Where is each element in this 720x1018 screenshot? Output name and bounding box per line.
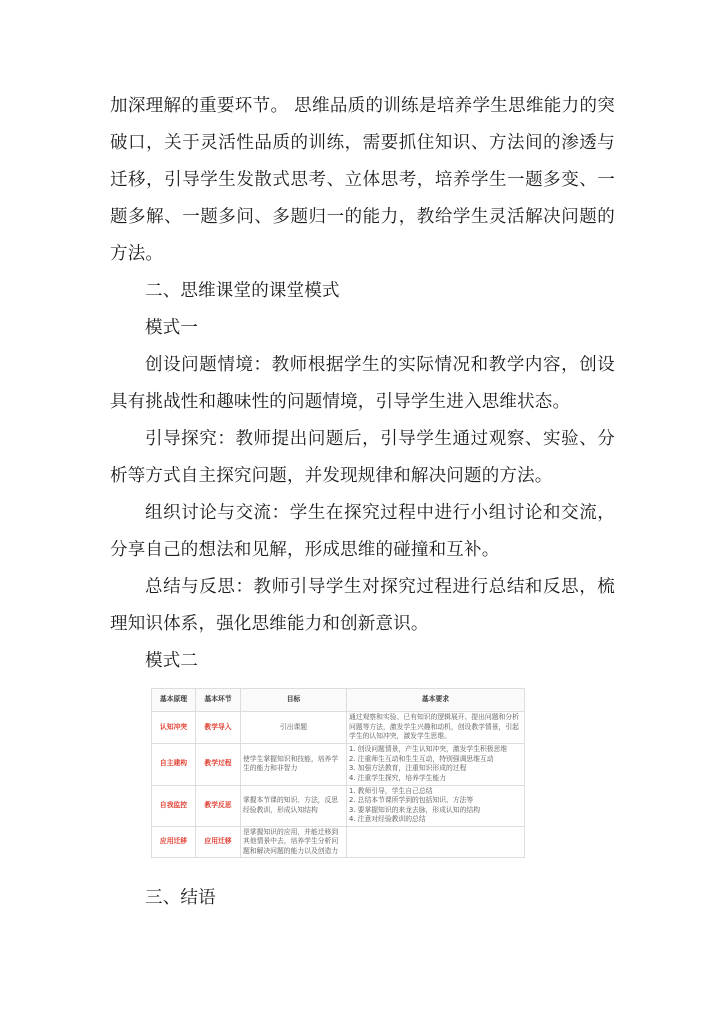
header-cell: 基本原理 [152, 689, 196, 712]
table-cell [347, 826, 525, 858]
table-container [151, 688, 525, 858]
paragraph: 总结与反思：教师引导学生对探究过程进行总结和反思，梳理知识体系，强化思维能力和创新意识。 [110, 577, 615, 634]
table-row [152, 826, 525, 858]
table-cell: 教学过程 [196, 743, 241, 785]
paragraph: 组织讨论与交流：学生在探究过程中进行小组讨论和交流，分享自己的想法和见解，形成思维的碰撞和互补。 [110, 503, 615, 560]
table-row [152, 712, 525, 744]
table-cell: 是掌握知识的应用，并能迁移到其他情景中去，培养学生分析问题和解决问题的能力以及创造力 [241, 826, 347, 858]
subheading: 模式一 [145, 318, 199, 338]
paragraph: 创设问题情境：教师根据学生的实际情况和教学内容，创设具有挑战性和趣味性的问题情境，引导学生进入思维状态。 [110, 355, 615, 412]
table-cell: 通过观察和实验、已有知识的逻辑展开、提出问题和分析问题等方法，激发学生兴趣和动机，创设教学情景，引起学生的认知冲突，激发学生思维。 [347, 712, 525, 744]
section-heading: 三、结语 [145, 888, 216, 908]
section-heading: 二、思维课堂的课堂模式 [145, 281, 340, 301]
mode-table [151, 688, 525, 858]
header-cell: 基本环节 [196, 689, 241, 712]
table-cell: 应用迁移 [152, 826, 196, 858]
table-cell: 自主建构 [152, 743, 196, 785]
table-cell: 1. 创设问题情景，产生认知冲突，激发学生积极思维 2. 注重师生互动和生生互动，特别强调思维互动 3. 加强方法教育，注重知识形成的过程 4. 注重学生探究，培养学生能力 [347, 743, 525, 785]
table-row [152, 785, 525, 826]
paragraph: 引导探究：教师提出问题后，引导学生通过观察、实验、分析等方式自主探究问题，并发现规律和解决问题的方法。 [110, 429, 615, 486]
header-cell: 目标 [241, 689, 347, 712]
table-cell: 掌握本节课的知识、方法，反思经验教训，形成认知结构 [241, 785, 347, 826]
table-cell: 1. 教师引导，学生自己总结 2. 总结本节课所学到的包括知识、方法等 3. 要掌握知识的来龙去脉，形成认知的结构 4. 注意对经验教训的总结 [347, 785, 525, 826]
paragraph: 加深理解的重要环节。 思维品质的训练是培养学生思维能力的突破口，关于灵活性品质的训练，需要抓住知识、方法间的渗透与迁移，引导学生发散式思考、立体思考，培养学生一题多变、一题多解、一题多问、多题归一的能力，教给学生灵活解决问题的方法。 [110, 96, 615, 264]
table-row [152, 743, 525, 785]
table-cell: 教学导入 [196, 712, 241, 744]
table-header [152, 689, 525, 712]
table-cell: 自我监控 [152, 785, 196, 826]
table-cell: 应用迁移 [196, 826, 241, 858]
table-cell: 引出课题 [241, 712, 347, 744]
table-cell: 使学生掌握知识和技能，培养学生的能力和非智力 [241, 743, 347, 785]
table-cell: 教学反思 [196, 785, 241, 826]
table-cell: 认知冲突 [152, 712, 196, 744]
subheading: 模式二 [145, 651, 199, 671]
header-cell: 基本要求 [347, 689, 525, 712]
body-text [110, 88, 615, 680]
